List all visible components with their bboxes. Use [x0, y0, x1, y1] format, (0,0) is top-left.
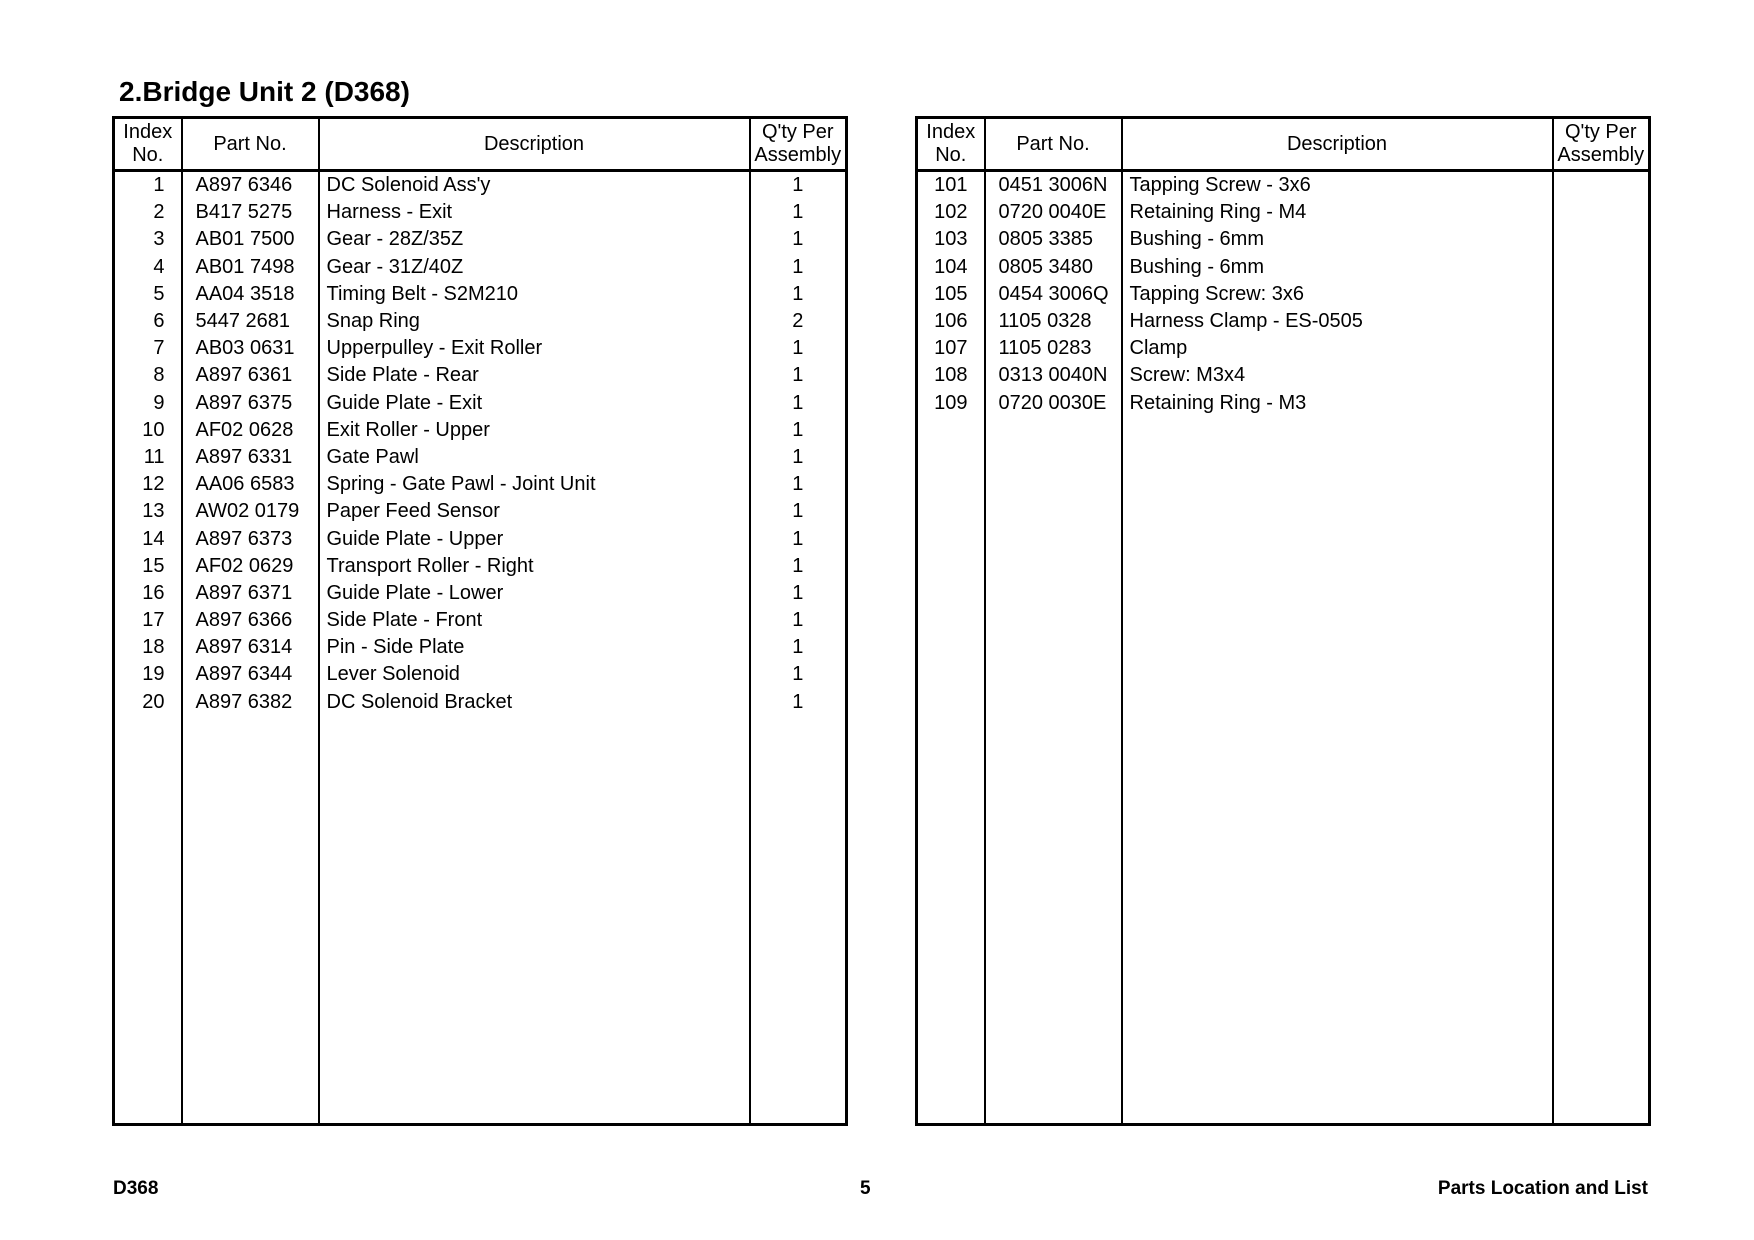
table-row: [917, 308, 1650, 335]
page-title: 2.Bridge Unit 2 (D368): [119, 76, 410, 107]
description-cell: Retaining Ring - M4: [1122, 199, 1553, 226]
index-no-cell: 106: [917, 308, 985, 335]
qty-cell: 1: [792, 391, 804, 414]
qty-cell: [1553, 362, 1650, 389]
part-no-cell: A897 6382: [182, 689, 319, 716]
qty-cell: 1: [792, 282, 804, 305]
table-header-row: [917, 118, 1650, 171]
description-cell: Harness Clamp - ES-0505: [1122, 308, 1553, 335]
part-no-cell: A897 6346: [182, 171, 319, 200]
part-no-cell: AA06 6583: [182, 471, 319, 498]
part-no-cell: AA04 3518: [182, 281, 319, 308]
index-no-cell: 17: [114, 607, 182, 634]
part-no-cell: 0720 0030E: [985, 390, 1122, 417]
table-header-row: [114, 118, 847, 171]
qty-cell: 1: [792, 228, 804, 251]
index-no-cell: 102: [917, 199, 985, 226]
index-no-cell: 13: [114, 498, 182, 525]
qty-cell: 1: [792, 663, 804, 686]
table-row: [917, 281, 1650, 308]
part-no-cell: A897 6366: [182, 607, 319, 634]
table-row: [114, 417, 847, 444]
description-header: Description: [1122, 118, 1553, 171]
empty-cell: [917, 417, 985, 1125]
description-header: Description: [319, 118, 750, 171]
empty-cell: [1553, 417, 1650, 1125]
table-row: [114, 553, 847, 580]
qty-cell: [1553, 390, 1650, 417]
description-cell: Gear - 28Z/35Z: [319, 226, 750, 253]
parts-table-right-body: [917, 171, 1650, 1125]
description-cell: Harness - Exit: [319, 199, 750, 226]
description-cell: Bushing - 6mm: [1122, 254, 1553, 281]
qty-cell: 1: [792, 527, 804, 550]
index-no-cell: 105: [917, 281, 985, 308]
description-cell: Gate Pawl: [319, 444, 750, 471]
table-row: [114, 634, 847, 661]
index-no-cell: 16: [114, 580, 182, 607]
part-no-cell: 0805 3385: [985, 226, 1122, 253]
part-no-cell: A897 6375: [182, 390, 319, 417]
index-no-cell: 7: [114, 335, 182, 362]
description-cell: Retaining Ring - M3: [1122, 390, 1553, 417]
index-no-header: Index No.: [114, 118, 182, 171]
qty-cell: [1553, 254, 1650, 281]
parts-table-right: [915, 116, 1651, 1126]
qty-cell: 1: [792, 554, 804, 577]
part-no-cell: 0805 3480: [985, 254, 1122, 281]
index-no-cell: 4: [114, 254, 182, 281]
qty-cell: 1: [792, 636, 804, 659]
description-cell: Pin - Side Plate: [319, 634, 750, 661]
qty-cell: 1: [792, 690, 804, 713]
index-no-cell: 3: [114, 226, 182, 253]
part-no-cell: A897 6373: [182, 525, 319, 552]
index-no-cell: 10: [114, 417, 182, 444]
part-no-cell: A897 6344: [182, 661, 319, 688]
index-no-cell: 107: [917, 335, 985, 362]
empty-cell: [985, 417, 1122, 1125]
index-no-cell: 8: [114, 362, 182, 389]
description-cell: Upperpulley - Exit Roller: [319, 335, 750, 362]
table-row: [917, 254, 1650, 281]
index-no-cell: 1: [114, 171, 182, 200]
index-no-cell: 18: [114, 634, 182, 661]
index-no-cell: 109: [917, 390, 985, 417]
qty-cell: [1553, 281, 1650, 308]
qty-cell: 1: [792, 337, 804, 360]
qty-cell: 1: [792, 255, 804, 278]
description-cell: Guide Plate - Lower: [319, 580, 750, 607]
table-row: [917, 335, 1650, 362]
table-row: [114, 689, 847, 716]
part-no-cell: AB03 0631: [182, 335, 319, 362]
qty-cell: 1: [792, 418, 804, 441]
parts-table-left: [112, 116, 848, 1126]
description-cell: Guide Plate - Upper: [319, 525, 750, 552]
description-cell: Bushing - 6mm: [1122, 226, 1553, 253]
description-cell: Gear - 31Z/40Z: [319, 254, 750, 281]
part-no-cell: AF02 0629: [182, 553, 319, 580]
qty-cell: [1553, 199, 1650, 226]
qty-per-assembly-header: Q'ty Per Assembly: [750, 118, 847, 171]
part-no-cell: 1105 0283: [985, 335, 1122, 362]
part-no-cell: AB01 7498: [182, 254, 319, 281]
description-cell: Screw: M3x4: [1122, 362, 1553, 389]
table-row: [114, 471, 847, 498]
table-row: [114, 362, 847, 389]
description-cell: Exit Roller - Upper: [319, 417, 750, 444]
part-no-header: Part No.: [182, 118, 319, 171]
index-no-cell: 11: [114, 444, 182, 471]
qty-cell: 1: [792, 609, 804, 632]
qty-per-assembly-header: Q'ty Per Assembly: [1553, 118, 1650, 171]
part-no-cell: AB01 7500: [182, 226, 319, 253]
part-no-cell: A897 6361: [182, 362, 319, 389]
description-cell: Transport Roller - Right: [319, 553, 750, 580]
table-row: [917, 199, 1650, 226]
index-no-cell: 108: [917, 362, 985, 389]
table-row: [917, 362, 1650, 389]
description-cell: Tapping Screw - 3x6: [1122, 171, 1553, 200]
index-no-cell: 12: [114, 471, 182, 498]
description-cell: Timing Belt - S2M210: [319, 281, 750, 308]
part-no-cell: 0451 3006N: [985, 171, 1122, 200]
index-no-cell: 101: [917, 171, 985, 200]
description-cell: Paper Feed Sensor: [319, 498, 750, 525]
description-cell: Clamp: [1122, 335, 1553, 362]
table-row: [114, 335, 847, 362]
footer-model-code: D368: [113, 1178, 159, 1199]
table-row: [114, 580, 847, 607]
qty-cell: 1: [792, 581, 804, 604]
part-no-cell: 0454 3006Q: [985, 281, 1122, 308]
index-no-cell: 19: [114, 661, 182, 688]
qty-cell: 2: [792, 310, 804, 333]
part-no-cell: 0313 0040N: [985, 362, 1122, 389]
description-cell: DC Solenoid Ass'y: [319, 171, 750, 200]
description-cell: Snap Ring: [319, 308, 750, 335]
table-row: [114, 390, 847, 417]
part-no-cell: A897 6371: [182, 580, 319, 607]
empty-cell: [750, 716, 847, 1125]
footer-page-number: 5: [860, 1178, 871, 1199]
description-cell: Side Plate - Rear: [319, 362, 750, 389]
qty-cell: 1: [792, 473, 804, 496]
index-no-cell: 6: [114, 308, 182, 335]
empty-cell: [114, 716, 182, 1125]
index-no-cell: 103: [917, 226, 985, 253]
index-no-cell: 5: [114, 281, 182, 308]
index-no-cell: 2: [114, 199, 182, 226]
part-no-cell: 1105 0328: [985, 308, 1122, 335]
empty-filler-row: [114, 716, 847, 1125]
table-row: [114, 281, 847, 308]
footer-section-title: Parts Location and List: [1437, 1178, 1648, 1199]
table-row: [114, 661, 847, 688]
empty-cell: [1122, 417, 1553, 1125]
table-row: [114, 525, 847, 552]
table-row: [114, 498, 847, 525]
qty-cell: [1553, 335, 1650, 362]
index-no-header: Index No.: [917, 118, 985, 171]
table-row: [114, 199, 847, 226]
parts-table-left-body: [114, 171, 847, 1125]
part-no-cell: A897 6314: [182, 634, 319, 661]
description-cell: Lever Solenoid: [319, 661, 750, 688]
table-row: [917, 226, 1650, 253]
index-no-cell: 15: [114, 553, 182, 580]
table-row: [114, 308, 847, 335]
table-row: [917, 390, 1650, 417]
index-no-cell: 14: [114, 525, 182, 552]
index-no-cell: 104: [917, 254, 985, 281]
table-row: [114, 607, 847, 634]
part-no-cell: A897 6331: [182, 444, 319, 471]
part-no-cell: 5447 2681: [182, 308, 319, 335]
qty-cell: [1553, 308, 1650, 335]
table-row: [114, 444, 847, 471]
qty-cell: 1: [792, 445, 804, 468]
qty-cell: 1: [792, 364, 804, 387]
empty-cell: [319, 716, 750, 1125]
part-no-cell: B417 5275: [182, 199, 319, 226]
table-row: [114, 226, 847, 253]
description-cell: Side Plate - Front: [319, 607, 750, 634]
index-no-cell: 20: [114, 689, 182, 716]
part-no-cell: AF02 0628: [182, 417, 319, 444]
qty-cell: 1: [792, 201, 804, 224]
part-no-cell: AW02 0179: [182, 498, 319, 525]
description-cell: Spring - Gate Pawl - Joint Unit: [319, 471, 750, 498]
part-no-cell: 0720 0040E: [985, 199, 1122, 226]
index-no-cell: 9: [114, 390, 182, 417]
part-no-header: Part No.: [985, 118, 1122, 171]
table-row: [917, 171, 1650, 200]
description-cell: Guide Plate - Exit: [319, 390, 750, 417]
table-row: [114, 171, 847, 200]
qty-cell: 1: [792, 174, 804, 197]
qty-cell: [1553, 171, 1650, 200]
description-cell: DC Solenoid Bracket: [319, 689, 750, 716]
qty-cell: [1553, 226, 1650, 253]
table-row: [114, 254, 847, 281]
description-cell: Tapping Screw: 3x6: [1122, 281, 1553, 308]
empty-filler-row: [917, 417, 1650, 1125]
empty-cell: [182, 716, 319, 1125]
qty-cell: 1: [792, 500, 804, 523]
